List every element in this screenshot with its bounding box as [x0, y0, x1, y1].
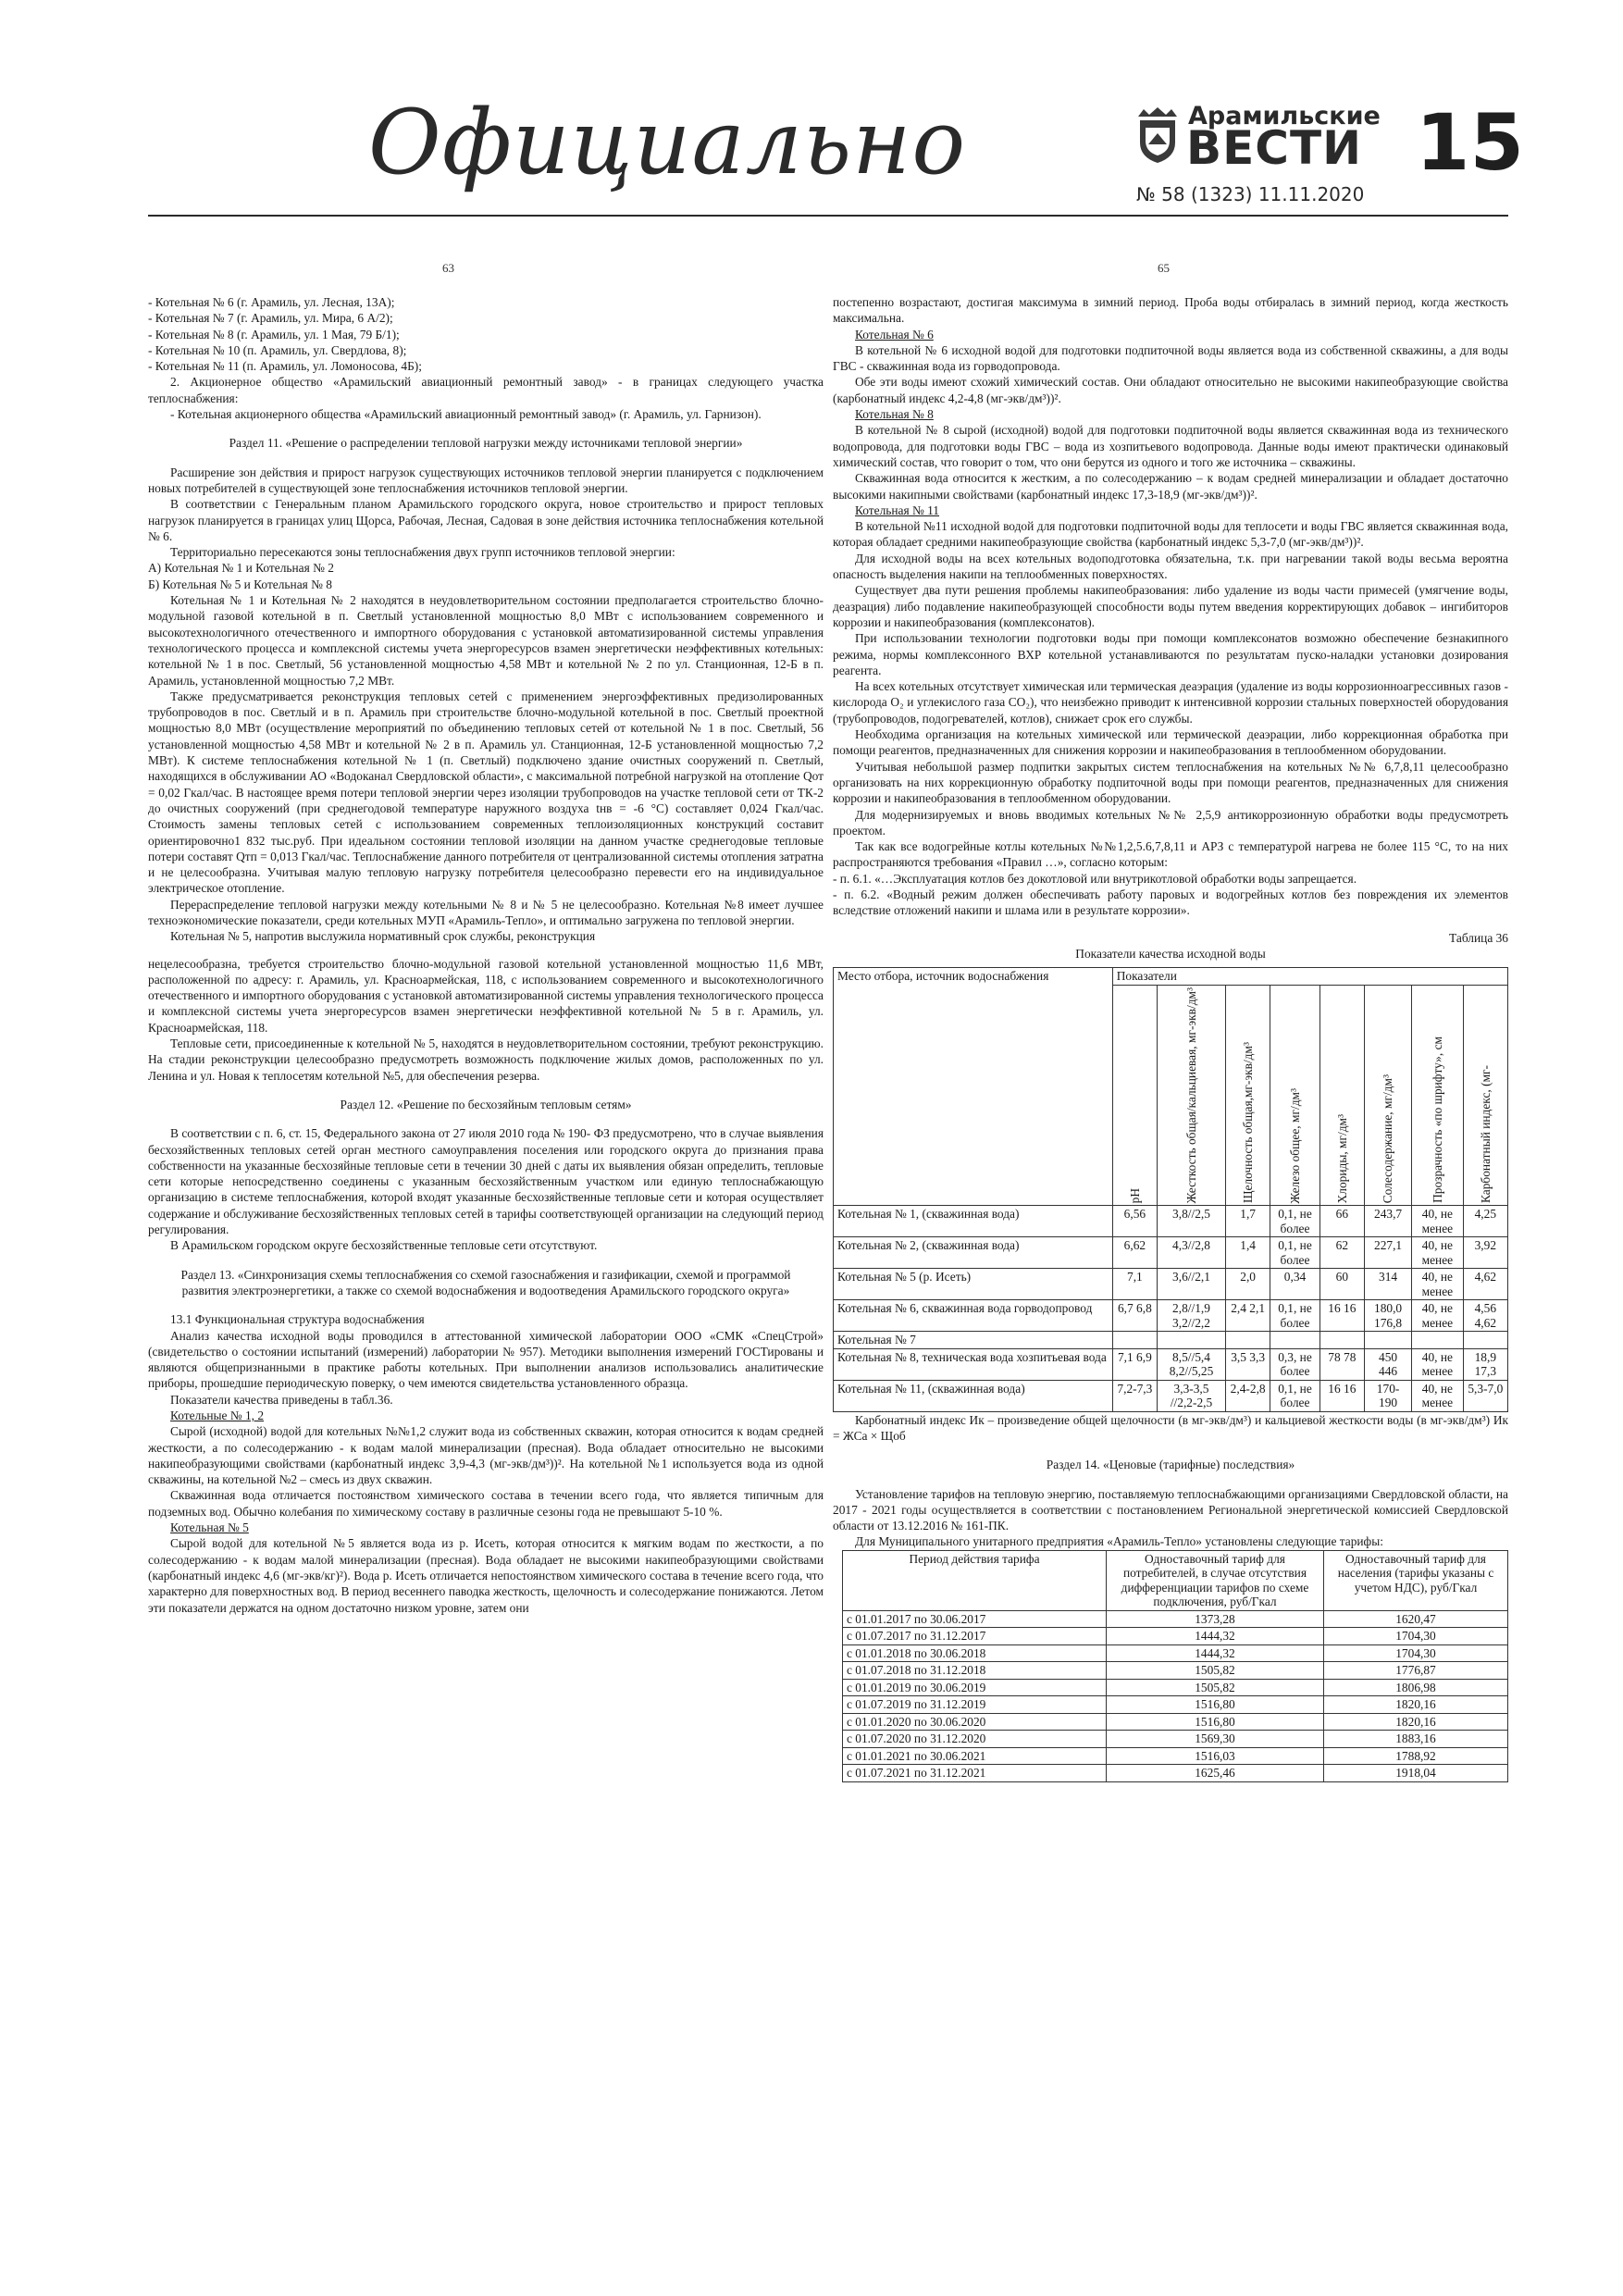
tariff-header-consumers: Одноставочный тариф для потребителей, в случае отсутствия дифференциации тарифов по схеме подключения, руб/Гкал	[1107, 1550, 1324, 1610]
paragraph: Также предусматривается реконструкция тепловых сетей с применением энергоэффективных предизолированных трубопроводов в пос. Светлый и в п. Арамиль при строительстве блочно-модульной котельной в пос. Светлый проектной мощностью 8,0 МВт (осуществление мероприятий по объединению тепловых сетей от котельной № 1 в пос. Светлый, 56 установленной мощностью 4,58 МВт и котельной № 2 в п. Арамиль ул. Станционная, 12-Б установленной мощностью 7,2 МВт). К системе теплоснабжения котельной № 1 (п. Светлый) подключено здание очистных сооружений п. Светлый, находящихся в обслуживании АО «Водоканал Свердловской области», с максимальной потребной нагрузкой на отопление Qот = 0,02 Гкал/час. В настоящее время потери тепловой энергии через изоляции трубопроводов на участке тепловой сети от ТК-2 до очистных сооружений (при среднегодовой температуре наружного воздуха tнв = -6 °С) составляет 0,024 Гкал/час. Стоимость замены тепловых сетей с использованием современных теплоизоляционных конструкций составит ориентировочно1 832 тыс.руб. При идеальном состоянии тепловой изоляции на данном участке среднегодовые тепловые потери составят Qтп = 0,013 Гкал/час. Теплоснабжение данного потребителя от централизованной системы отопления затратна и не целесообразна. Учитывая малую тепловую нагрузку потребителя целесообразно перевести его на индивидуальное электрическое отопление.	[148, 689, 824, 896]
paragraph: Перераспределение тепловой нагрузки между котельными № 8 и № 5 не целесообразно. Котельная №8 имеет лучшее техноэкономические показатели, среди котельных МУП «Арамиль-Тепло», и оптимально загружена по тепловой энергии.	[148, 897, 824, 927]
tariff-cell: с 01.07.2020 по 31.12.2020	[843, 1731, 1107, 1748]
section-heading: Раздел 14. «Ценовые (тарифные) последствия»	[1046, 1458, 1295, 1472]
table-cell: 7,2-7,3	[1112, 1380, 1157, 1411]
table-cell: 170-190	[1365, 1380, 1412, 1411]
table-cell: 16 16	[1319, 1380, 1364, 1411]
table-cell: 62	[1319, 1237, 1364, 1269]
table-title: Показатели качества исходной воды	[1075, 946, 1266, 961]
table-cell	[1463, 1332, 1507, 1349]
table-cell: 0,1, не более	[1270, 1380, 1319, 1411]
tariff-cell: 1883,16	[1324, 1731, 1508, 1748]
tariff-row	[843, 1747, 1508, 1765]
table-cell: 2,4 2,1	[1225, 1300, 1270, 1332]
table-cell	[1158, 1332, 1226, 1349]
paragraph: Показатели качества приведены в табл.36.	[170, 1392, 393, 1407]
row-name: Котельная № 1, (скважинная вода)	[834, 1206, 1113, 1237]
newspaper-logo	[1134, 102, 1381, 181]
table-cell: 0,3, не более	[1270, 1348, 1319, 1380]
tariff-cell: 1505,82	[1107, 1662, 1324, 1680]
tariff-cell: с 01.01.2019 по 30.06.2019	[843, 1679, 1107, 1696]
paragraph: В котельной № 8 сырой (исходной) водой для подготовки подпиточной воды является скважинная вода из технического водопровода, для подготовки воды ГВС – вода из хозпитьевого водопровода. Данные воды имеют практически одинаковый химический состав, что говорит о том, что они берутся из одного и того же источника – скважины.	[833, 423, 1508, 469]
subheading: Котельная № 6	[855, 327, 934, 341]
row-name: Котельная № 2, (скважинная вода)	[834, 1237, 1113, 1269]
table-row	[834, 1348, 1508, 1380]
paragraph: Существует два пути решения проблемы накипеобразования: либо удаление из воды части примесей (умягчение воды, деазрация) либо подавление накипеобразующей способности воды путем введения корректирующих добавок – ингибиторов коррозии и накипеобразования (комплексонатов).	[833, 583, 1508, 629]
table-cell: 18,9 17,3	[1463, 1348, 1507, 1380]
table-cell: 40, не менее	[1412, 1237, 1463, 1269]
table-cell	[1112, 1332, 1157, 1349]
tariff-cell: с 01.01.2017 по 30.06.2017	[843, 1610, 1107, 1628]
table-row	[834, 1269, 1508, 1300]
paragraph: В котельной №11 исходной водой для подготовки подпиточной воды для теплосети и воды ГВС является скважинная вода, которая обладает средними накипеобразующие свойства (карбонатный индекс 5,3-7,0 (мг-экв/дм³))².	[833, 519, 1508, 550]
table-cell: 0,1, не более	[1270, 1237, 1319, 1269]
paragraph: Необходима организация на котельных химической или термической деаэрации, либо коррекционная обработка при помощи реагентов, предназначенных для снижения коррозии и накипеобразования в теплообменном оборудовании.	[833, 727, 1508, 758]
table-cell: 4,25	[1463, 1206, 1507, 1237]
tariff-row	[843, 1765, 1508, 1782]
paragraph: В соответствии с п. 6, ст. 15, Федерального закона от 27 июля 2010 года № 190- ФЗ предусмотрено, что в случае выявления бесхозяйственных тепловых сетей орган местного самоуправления поселения или городского округа до признания права собственности на указанные бесхозяйные тепловые сети в течении 30 дней с даты их выявления обязан определить, тепловые сети которые непосредственно соединены с указанным бесхозяйственным участком или единую теплоснабжающую организацию в системе теплоснабжения, которой входят указанные бесхозяйственные тепловые сети и которая осуществляет содержание и обслуживание бесхозяйственных тепловых сетей в тарифы соответствующей организации на следующий период регулирования.	[148, 1126, 824, 1237]
table-cell: 3,3-3,5 //2,2-2,5	[1158, 1380, 1226, 1411]
tariff-cell: 1505,82	[1107, 1679, 1324, 1696]
paragraph: - п. 6.1. «…Эксплуатация котлов без докотловой или внутрикотловой обработки воды запрещается.	[833, 871, 1357, 886]
table-cell: 1,7	[1225, 1206, 1270, 1237]
table-cell: 60	[1319, 1269, 1364, 1300]
table-cell: 0,1, не более	[1270, 1300, 1319, 1332]
table-column-header: pH	[1112, 985, 1157, 1206]
table-row	[834, 1300, 1508, 1332]
tariff-row	[843, 1713, 1508, 1731]
table-cell: 0,34	[1270, 1269, 1319, 1300]
table-row	[834, 1332, 1508, 1349]
table-column-header: Прозрачность «по шрифту», см	[1412, 985, 1463, 1206]
table-number: Таблица 36	[1449, 930, 1508, 945]
section-title: Официально	[368, 91, 967, 194]
paragraph: Так как все водогрейные котлы котельных №№1,2,5.6,7,8,11 и АРЗ с температурой нагрева не более 115 °С, то на них распространяются требования «Правил …», согласно которым:	[833, 839, 1508, 870]
tariff-cell: 1569,30	[1107, 1731, 1324, 1748]
table-cell: 40, не менее	[1412, 1269, 1463, 1300]
tariff-row	[843, 1731, 1508, 1748]
subheading: Котельные № 1, 2	[170, 1409, 265, 1422]
water-quality-table	[833, 967, 1508, 1412]
table-cell: 2,8//1,9 3,2//2,2	[1158, 1300, 1226, 1332]
table-cell: 16 16	[1319, 1300, 1364, 1332]
table-cell: 2,0	[1225, 1269, 1270, 1300]
tariff-cell: 1444,32	[1107, 1644, 1324, 1662]
tariff-cell: 1625,46	[1107, 1765, 1324, 1782]
table-cell: 0,1, не более	[1270, 1206, 1319, 1237]
subheading: Котельная № 8	[855, 407, 934, 422]
table-column-header: Щелочность общая,мг-экв/дм³	[1225, 985, 1270, 1206]
table-cell: 1,4	[1225, 1237, 1270, 1269]
paragraph: постепенно возрастают, достигая максимума в зимний период. Проба воды отбиралась в зимний период, когда жесткость максимальна.	[833, 295, 1508, 326]
tariff-cell: с 01.01.2020 по 30.06.2020	[843, 1713, 1107, 1731]
tariff-cell: 1820,16	[1324, 1713, 1508, 1731]
table-column-header: Хлориды, мг/дм³	[1319, 985, 1364, 1206]
paragraph: Установление тарифов на тепловую энергию, поставляемую теплоснабжающими организациями Свердловской области, на 2017 - 2021 годы осуществляется в соответствии с постановлением Региональной энергетической комиссией Свердловской области от 13.12.2016 № 161-ПК.	[833, 1486, 1508, 1533]
table-cell: 6,62	[1112, 1237, 1157, 1269]
tariff-cell: с 01.01.2018 по 30.06.2018	[843, 1644, 1107, 1662]
paragraph: В соответствии с Генеральным планом Арамильского городского округа, новое строительство и прирост тепловых нагрузок планируется в границах улиц Щорса, Рабочая, Лесная, Садовая в зоне действия источника теплоснабжения котельной № 6.	[148, 497, 824, 543]
paragraph: - Котельная № 10 (п. Арамиль, ул. Свердлова, 8);	[148, 342, 407, 357]
paragraph: В Арамильском городском округе бесхозяйственные тепловые сети отсутствуют.	[170, 1238, 598, 1253]
paragraph: Котельная № 1 и Котельная № 2 находятся в неудовлетворительном состоянии предполагается строительство блочно-модульной газовой котельной в п. Светлый установленной мощностью 8,0 МВт с использованием современного и высокотехнологичного отечественного и импортного оборудования с установкой автоматизированной системы управления технологического процесса и комплексной системы учета энергоресурсов взамен энергетически неэффективных котельных: котельной № 1 в пос. Светлый, 56 установленной мощностью 4,58 МВт и котельной № 2 по ул. Станционная, 12-Б в п. Арамиль, установленной мощностью 7,2 МВт.	[148, 593, 824, 688]
paragraph: нецелесообразна, требуется строительство блочно-модульной газовой котельной установленной мощностью 11,6 МВт, расположенной по адресу: г. Арамиль, ул. Красноармейская, 118, с использованием современного и высокотехнологичного отечественного и импортного оборудования с установкой автоматизированной системы управления технологического процесса и комплексной системы учета энергоресурсов взамен энергетически неэффективной котельной № 5 в г. Арамиль, ул. Красноармейская, 118.	[148, 956, 824, 1035]
table-cell	[1365, 1332, 1412, 1349]
table-column-header: Железо общее, мг/дм³	[1270, 985, 1319, 1206]
table-header-group: Показатели	[1112, 968, 1507, 986]
section-heading: Раздел 12. «Решение по бесхозяйным тепловым сетям»	[340, 1097, 632, 1111]
table-cell: 4,62	[1463, 1269, 1507, 1300]
paragraph: Учитывая небольшой размер подпитки закрытых систем теплоснабжения на котельных №№ 6,7,8,11 целесообразно организовать на них коррекционную обработку подпиточной воды при помощи реагентов, предназначенных для снижения коррозии и накипеобразования в теплообменном оборудовании.	[833, 759, 1508, 806]
paragraph: - Котельная № 7 (г. Арамиль, ул. Мира, 6 А/2);	[148, 311, 393, 326]
section-heading: Раздел 13. «Синхронизация схемы теплоснабжения со схемой газоснабжения и газификации, схемой и программой развития электроэнергетики, а также со схемой водоснабжения и водоотведения Арамильского городского округа»	[180, 1267, 791, 1297]
paragraph: - Котельная № 8 (г. Арамиль, ул. 1 Мая, 79 Б/1);	[148, 327, 400, 341]
table-column-header: Солесодержание, мг/дм³	[1365, 985, 1412, 1206]
left-column	[148, 294, 824, 1616]
paragraph: Для модернизируемых и вновь вводимых котельных №№ 2,5,9 антикоррозионную обработки воды предусмотреть проектом.	[833, 807, 1508, 838]
folio-right: 65	[1158, 261, 1170, 275]
row-name: Котельная № 8, техническая вода хозпитьевая вода	[834, 1348, 1113, 1380]
row-name: Котельная № 6, скважинная вода горводопровод	[834, 1300, 1113, 1332]
page-number: 15	[1416, 97, 1524, 188]
paragraph: Карбонатный индекс Ик – произведение общей щелочности (в мг-экв/дм³) и кальциевой жесткости воды (в мг-экв/дм³) Ик = ЖСа × Щоб	[833, 1412, 1508, 1443]
table-cell: 243,7	[1365, 1206, 1412, 1237]
paragraph: Б) Котельная № 5 и Котельная № 8	[148, 577, 332, 591]
tariff-cell: 1704,30	[1324, 1644, 1508, 1662]
folio-left: 63	[442, 261, 454, 275]
tariff-cell: 1620,47	[1324, 1610, 1508, 1628]
tariff-table	[842, 1550, 1508, 1782]
table-cell: 40, не менее	[1412, 1206, 1463, 1237]
tariff-cell: 1918,04	[1324, 1765, 1508, 1782]
paragraph: На всех котельных отсутствует химическая или термическая деаэрация (удаление из воды коррозионноагрессивных газов - кислорода O₂ и углекислого газа CO₂), что неизбежно приводит к интенсивной коррозии стальных поверхностей оборудования (трубопроводов, подогревателей, котлов), снижает срок его службы.	[833, 679, 1508, 726]
section-heading: Раздел 11. «Решение о распределении тепловой нагрузки между источниками тепловой энергии»	[229, 436, 743, 451]
tariff-cell: с 01.07.2019 по 31.12.2019	[843, 1696, 1107, 1714]
tariff-header-period: Период действия тарифа	[843, 1550, 1107, 1610]
paragraph: Обе эти воды имеют схожий химический состав. Они обладают относительно не высокими накипеобразующие свойства (карбонатный индекс 4,2-4,8 (мг-экв/дм³))².	[833, 375, 1508, 405]
table-cell: 227,1	[1365, 1237, 1412, 1269]
paragraph: Скважинная вода отличается постоянством химического состава в течении всего года, что является типичным для подземных вод. Обычно колебания по химическому составу в различные сезоны года не превышают 5-10 %.	[148, 1488, 824, 1519]
tariff-cell: с 01.01.2021 по 30.06.2021	[843, 1747, 1107, 1765]
table-cell: 4,3//2,8	[1158, 1237, 1226, 1269]
table-cell: 7,1	[1112, 1269, 1157, 1300]
paragraph: В котельной № 6 исходной водой для подготовки подпиточной воды является вода из собственной скважины, а для воды ГВС - скважинная вода из горводопровода.	[833, 342, 1508, 374]
table-cell: 7,1 6,9	[1112, 1348, 1157, 1380]
table-cell: 8,5//5,4 8,2//5,25	[1158, 1348, 1226, 1380]
table-cell: 2,4-2,8	[1225, 1380, 1270, 1411]
table-column-header: Жесткость общая/кальциевая, мг-экв/дм³	[1158, 985, 1226, 1206]
tariff-row	[843, 1662, 1508, 1680]
tariff-cell: 1516,03	[1107, 1747, 1324, 1765]
table-cell	[1412, 1332, 1463, 1349]
paragraph: Тепловые сети, присоединенные к котельной № 5, находятся в неудовлетворительном состоянии, требуют реконструкцию. На стадии реконструкции целесообразно предусмотреть возможность подключение жилых домов, расположенных по ул. Ленина и ул. Новая к теплосетям котельной №5, для обеспечения резерва.	[148, 1036, 824, 1083]
table-cell: 40, не менее	[1412, 1348, 1463, 1380]
tariff-cell: 1373,28	[1107, 1610, 1324, 1628]
tariff-cell: 1820,16	[1324, 1696, 1508, 1714]
table-cell: 3,92	[1463, 1237, 1507, 1269]
issue-number: № 58 (1323) 11.11.2020	[1136, 183, 1365, 205]
subheading: Котельная № 5	[170, 1520, 249, 1535]
logo-name-bottom: ВЕСТИ	[1186, 121, 1362, 175]
table-cell: 40, не менее	[1412, 1380, 1463, 1411]
tariff-cell: 1516,80	[1107, 1713, 1324, 1731]
paragraph: Расширение зон действия и прирост нагрузок существующих источников тепловой энергии планируется с подключением новых потребителей в существующей зоне теплоснабжения источников тепловой энергии.	[148, 465, 824, 495]
tariff-cell: 1806,98	[1324, 1679, 1508, 1696]
paragraph: - п. 6.2. «Водный режим должен обеспечивать работу паровых и водогрейных котлов без повреждения их элементов вследствие отложений накипи и шлама или в результате коррозии».	[833, 887, 1508, 918]
tariff-cell: 1444,32	[1107, 1628, 1324, 1645]
row-name: Котельная № 5 (р. Исеть)	[834, 1269, 1113, 1300]
table-cell: 3,5 3,3	[1225, 1348, 1270, 1380]
paragraph: Для Муниципального унитарного предприятия «Арамиль-Тепло» установлены следующие тарифы:	[855, 1534, 1383, 1549]
table-cell: 66	[1319, 1206, 1364, 1237]
table-cell: 6,56	[1112, 1206, 1157, 1237]
tariff-row	[843, 1610, 1508, 1628]
tariff-cell: с 01.07.2021 по 31.12.2021	[843, 1765, 1107, 1782]
tariff-row	[843, 1696, 1508, 1714]
tariff-cell: с 01.07.2017 по 31.12.2017	[843, 1628, 1107, 1645]
table-row	[834, 1380, 1508, 1411]
table-cell	[1319, 1332, 1364, 1349]
right-column	[833, 294, 1508, 1782]
tariff-cell: 1704,30	[1324, 1628, 1508, 1645]
table-cell: 3,8//2,5	[1158, 1206, 1226, 1237]
table-cell: 314	[1365, 1269, 1412, 1300]
paragraph: Территориально пересекаются зоны теплоснабжения двух групп источников тепловой энергии:	[170, 545, 675, 560]
subheading: Котельная № 11	[855, 503, 940, 517]
table-cell	[1225, 1332, 1270, 1349]
table-cell: 450 446	[1365, 1348, 1412, 1380]
table-cell: 4,56 4,62	[1463, 1300, 1507, 1332]
tariff-row	[843, 1644, 1508, 1662]
table-cell: 3,6//2,1	[1158, 1269, 1226, 1300]
paragraph: - Котельная № 6 (г. Арамиль, ул. Лесная, 13А);	[148, 295, 395, 309]
tariff-row	[843, 1679, 1508, 1696]
paragraph: Сырой водой для котельной №5 является вода из р. Исеть, которая относится к мягким водам по жесткости, а по солесодержанию - к водам малой минерализации (пресная). Вода обладает не высокими накипеобразующими свойствами (карбонатный индекс 4,6 (мг-экв/кг)²). Вода р. Исеть отличается непостоянством химического состава в течение всего года, что характерно для поверхностных вод. В период весеннего паводка жесткость, щелочность и солесодержание понижаются. Летом эти показатели держатся на одном достаточно низком уровне, затем они	[148, 1536, 824, 1615]
table-row	[834, 1206, 1508, 1237]
table-cell: 6,7 6,8	[1112, 1300, 1157, 1332]
tariff-cell: с 01.07.2018 по 31.12.2018	[843, 1662, 1107, 1680]
tariff-cell: 1776,87	[1324, 1662, 1508, 1680]
header-rule	[148, 215, 1508, 217]
paragraph: Котельная № 5, напротив выслужила нормативный срок службы, реконструкция	[170, 929, 596, 944]
table-header-place: Место отбора, источник водоснабжения	[834, 968, 1113, 1206]
table-cell: 5,3-7,0	[1463, 1380, 1507, 1411]
tariff-row	[843, 1628, 1508, 1645]
row-name: Котельная № 11, (скважинная вода)	[834, 1380, 1113, 1411]
paragraph: 2. Акционерное общество «Арамильский авиационный ремонтный завод» - в границах следующего участка теплоснабжения:	[148, 375, 824, 405]
paragraph: Для исходной воды на всех котельных водоподготовка обязательна, т.к. при нагревании такой воды весьма вероятна опасность выделения накипи на теплообменных поверхностях.	[833, 551, 1508, 582]
table-cell: 78 78	[1319, 1348, 1364, 1380]
table-cell: 180,0 176,8	[1365, 1300, 1412, 1332]
paragraph: Скважинная вода относится к жестким, а по солесодержанию – к водам средней минерализации и обладает достаточно высокими накипными свойствами (карбонатный индекс 17,3-18,9 (мг-экв/дм³))².	[833, 471, 1508, 502]
tariff-cell: 1788,92	[1324, 1747, 1508, 1765]
tariff-cell: 1516,80	[1107, 1696, 1324, 1714]
coat-of-arms-icon	[1134, 107, 1181, 165]
paragraph: Анализ качества исходной воды проводился в аттестованной химической лаборатории ООО «СМК «СпецСтрой» (свидетельство о состоянии испытаний (измерений) лаборатории № 957). Методики выполнения измерений ГОСТированы и являются общепризнанными в практике работы котельных. При выполнении анализов использовались аналитические приборы, прошедшие периодическую поверку, о чем имеются свидетельства установленного образца.	[148, 1328, 824, 1391]
paragraph: - Котельная акционерного общества «Арамильский авиационный ремонтный завод» (г. Арамиль, ул. Гарнизон).	[170, 407, 762, 422]
table-row	[834, 1237, 1508, 1269]
table-cell: 40, не менее	[1412, 1300, 1463, 1332]
row-name: Котельная № 7	[834, 1332, 1113, 1349]
paragraph: - Котельная № 11 (п. Арамиль, ул. Ломоносова, 4Б);	[148, 359, 422, 374]
logo-name-top: Арамильские	[1188, 102, 1381, 130]
paragraph: А) Котельная № 1 и Котельная № 2	[148, 561, 334, 576]
paragraph: При использовании технологии подготовки воды при помощи комплексонатов возможно обеспечение безнакипного режима, нормы комплексонного ВХР котельной устанавливаются по результатам пуско-наладки установки дозирования реагента.	[833, 631, 1508, 677]
tariff-header-population: Одноставочный тариф для населения (тарифы указаны с учетом НДС), руб/Гкал	[1324, 1550, 1508, 1610]
table-cell	[1270, 1332, 1319, 1349]
paragraph: Сырой (исходной) водой для котельных №№1,2 служит вода из собственных скважин, которая относится к водам средней жесткости, а по солесодержанию - к водам малой минерализации (пресная). Вода обладает относительно не высокими накипеобразующими свойствами (карбонатный индекс 3,9-4,3 (мг-экв/дм³))². На котельной №1 используется вода из одной скважины, на котельной №2 – смесь из двух скважин.	[148, 1424, 824, 1487]
table-column-header: Карбонатный индекс, (мг-	[1463, 985, 1507, 1206]
paragraph: 13.1 Функциональная структура водоснабжения	[170, 1312, 425, 1327]
